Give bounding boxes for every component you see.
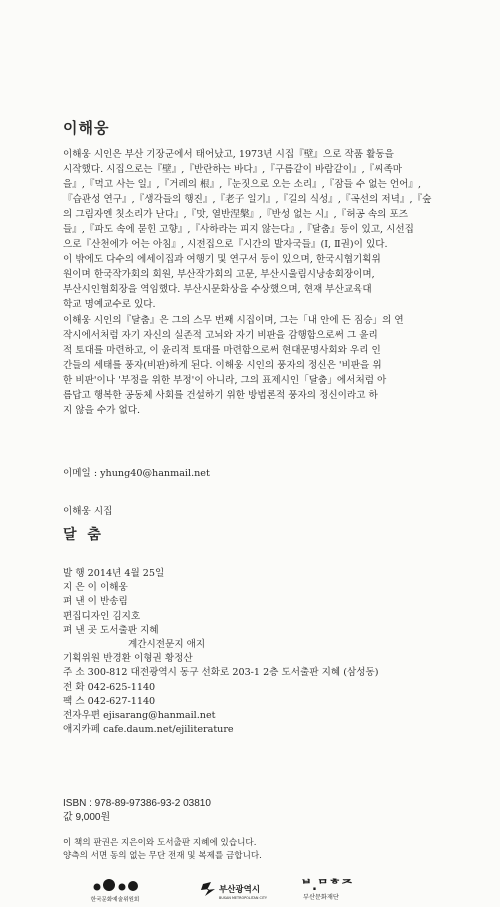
book-title: 달 춤: [63, 527, 104, 543]
bio-line: 원이며 한국작가회의 회원, 부산작가회의 고문, 부산시울림시낭송회장이며,: [63, 269, 375, 281]
arts-council-logo-text: 한국문화예술위원회: [90, 897, 140, 903]
busan-cultural-foundation-logo: [300, 878, 353, 901]
bio-line: 『습관성 연구』,『생각들의 행진』,『老子 일기』,『길의 식성』,『곡선의 저녁』,『숲: [63, 194, 432, 206]
bio-line: 부산시인협회장을 역임했다. 부산시문화상을 수상했으며, 현재 부산교육대: [63, 284, 372, 296]
foundation-logo-text: 부산문화재단: [303, 894, 339, 901]
colophon-email: 전자우편 ejisarang@hanmail.net: [63, 710, 216, 722]
foundation-logo-mark: ᄇ.ᄆᄒᄌ: [300, 879, 353, 894]
colophon: [63, 567, 379, 737]
colophon-address: 주 소 300-812 대전광역시 동구 선화로 203-1 2층 도서출판 지혜 (삼성동): [63, 667, 379, 679]
busan-city-logo-text: 부산광역시: [219, 885, 261, 895]
rights-notice: [63, 837, 262, 863]
busan-city-logo: [201, 882, 268, 900]
bio-line: 으로『산천에가 어는 아침』, 시전집으로『시간의 발자국들』(Ⅰ, Ⅱ권)이 있다.: [63, 239, 388, 251]
bio-line: 학교 명예교수로 있다.: [63, 299, 156, 311]
colophon-phone: 전 화 042-625-1140: [63, 681, 156, 693]
bio-line: 름답고 행복한 공동체 사회를 건설하기 위한 방법론적 풍자의 정신이라고 하: [63, 389, 378, 401]
isbn-block: [63, 797, 211, 824]
bio-line: 이해웅 시인은 부산 기장군에서 태어났고, 1973년 시집『壁』으로 작품 활동을: [63, 149, 394, 160]
colophon-date: 발 행 2014년 4월 25일: [63, 568, 165, 579]
colophon-author: 지 은 이 이해웅: [63, 582, 128, 594]
bio-line: 작시에서처럼 자기 자신의 실존적 고뇌와 자기 비판을 감행함으로써 그 윤리: [63, 329, 378, 341]
colophon-planning: 기획위원 반경환 이형권 황정산: [63, 653, 193, 665]
bio-line: 한 비판'이나 '부정을 위한 부정'이 아니라, 그의 표제시인「달춤」에서처럼 아: [63, 374, 387, 386]
busan-city-logo-sub: BUSAN METROPOLITAN CITY: [219, 896, 267, 900]
bio-line: 시작했다. 시집으로는『壁』,『반란하는 바다』,『구름같이 바람같이』,『씨족마: [63, 164, 403, 176]
arts-council-logo: [91, 879, 140, 903]
bio-line: 의 그림자엔 칫소리가 난다』,『맛, 열반涅槃』,『반성 없는 시』,『허공 속의 포즈: [63, 209, 409, 221]
rights-line: 이 책의 판권은 지은이와 도서출판 지혜에 있습니다.: [63, 838, 257, 848]
bio-line: 을』,『먹고 사는 일』,『거레의 根』,『눈짓으로 오는 소리』,『잠들 수 없는 언어』,: [63, 179, 422, 191]
colophon-publisher: 펴 낸 곳 도서출판 지혜: [63, 624, 159, 636]
bio-line: 이해웅 시인의『달춤』은 그의 스무 번째 시집이며, 그는「내 안에 든 짐승」의 연: [63, 314, 404, 326]
colophon-cafe: 애지카페 cafe.daum.net/ejiliterature: [63, 724, 234, 736]
sponsor-logos: [85, 878, 415, 907]
author-bio: [63, 147, 441, 418]
bio-line: 들』,『파도 속에 묻힌 고향』,『사하라는 피지 않는다』,『달춤』등이 있고, 시선집: [63, 224, 414, 236]
colophon-publisher-person: 펴 낸 이 반송림: [63, 596, 128, 608]
bio-line: 간들의 세태를 풍자(비판)하게 된다. 이해웅 시인의 풍자의 정신은 '비판을 위: [63, 359, 382, 371]
isbn: ISBN : 978-89-97386-93-2 03810: [63, 798, 211, 809]
author-name: 이해웅: [63, 119, 110, 137]
colophon-designer: 편집디자인 김지호: [63, 610, 141, 622]
colophon-imprint: 계간시전문지 애지: [128, 639, 206, 651]
bio-line: 적 토대를 마련하고, 이 윤리적 토대를 마련함으로써 현대문명사회와 우리 인: [63, 344, 381, 356]
bio-line: 지 않을 수가 없다.: [63, 404, 141, 416]
series-label: 이해웅 시집: [63, 506, 113, 517]
price: 값 9,000원: [63, 811, 111, 823]
author-email: 이메일 : yhung40@hanmail.net: [63, 468, 210, 479]
bio-line: 이 밖에도 다수의 에세이집과 여행기 및 연구서 등이 있으며, 한국시협기획위: [63, 254, 381, 266]
colophon-fax: 팩 스 042-627-1140: [63, 695, 156, 707]
rights-line: 양측의 서면 동의 없는 무단 전재 및 복제를 금합니다.: [63, 851, 262, 862]
